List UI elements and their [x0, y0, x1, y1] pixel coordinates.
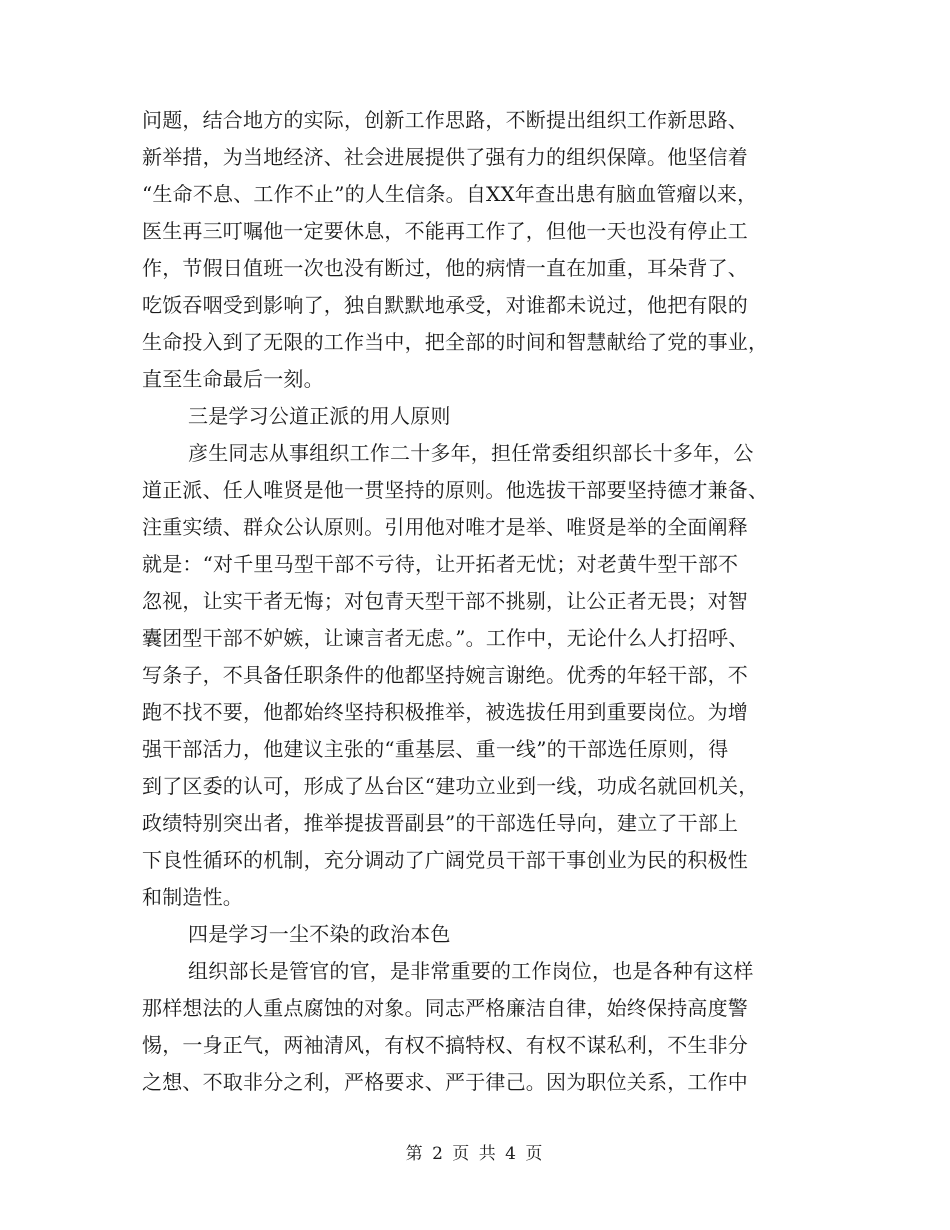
text-line: 直至生命最后一刻。 [142, 367, 324, 391]
text-line: 到了区委的认可，形成了丛台区“建功立业到一线，功成名就回机关， [142, 774, 759, 798]
body-text [142, 102, 814, 1101]
page-number-footer: 第 2 页 共 4 页 [405, 1144, 545, 1164]
text-line: 道正派、任人唯贤是他一贯坚持的原则。他选拔干部要坚持德才兼备、 [142, 478, 769, 502]
text-line: 新举措，为当地经济、社会进展提供了强有力的组织保障。他坚信着 [142, 145, 748, 169]
text-line: “生命不息、工作不止”的人生信条。自XX年查出患有脑血管瘤以来， [142, 182, 758, 206]
text-line: 强干部活力，他建议主张的“重基层、重一线”的干部选任原则，得 [142, 737, 729, 761]
text-line: 囊团型干部不妒嫉，让谏言者无虑。”。工作中，无论什么人打招呼、 [142, 626, 749, 650]
text-line: 注重实绩、群众公认原则。引用他对唯才是举、唯贤是举的全面阐释 [142, 515, 748, 539]
paragraph-start: 彦生同志从事组织工作二十多年，担任常委组织部长十多年，公 [188, 441, 754, 465]
text-line: 那样想法的人重点腐蚀的对象。同志严格廉洁自律，始终保持高度警 [142, 996, 748, 1020]
text-line: 就是：“对千里马型干部不亏待，让开拓者无忧；对老黄牛型干部不 [142, 552, 739, 576]
text-line: 和制造性。 [142, 885, 243, 909]
text-line: 医生再三叮嘱他一定要休息，不能再工作了，但他一天也没有停止工 [142, 219, 748, 243]
text-line: 跑不找不要，他都始终坚持积极推举，被选拔任用到重要岗位。为增 [142, 700, 748, 724]
text-line: 吃饭吞咽受到影响了，独自默默地承受，对谁都未说过，他把有限的 [142, 293, 748, 317]
text-line: 政绩特别突出者，推举提拔晋副县”的干部选任导向，建立了干部上 [142, 811, 739, 835]
paragraph-start: 组织部长是管官的官，是非常重要的工作岗位，也是各种有这样 [188, 959, 754, 983]
text-line: 写条子，不具备任职条件的他都坚持婉言谢绝。优秀的年轻干部，不 [142, 663, 748, 687]
text-line: 惕，一身正气，两袖清风，有权不搞特权、有权不谋私利，不生非分 [142, 1033, 748, 1057]
section-heading: 四是学习一尘不染的政治本色 [188, 922, 451, 946]
text-line: 问题，结合地方的实际，创新工作思路，不断提出组织工作新思路、 [142, 108, 748, 132]
section-heading: 三是学习公道正派的用人原则 [188, 404, 451, 428]
text-line: 生命投入到了无限的工作当中，把全部的时间和智慧献给了党的事业， [142, 330, 769, 354]
text-line: 作，节假日值班一次也没有断过，他的病情一直在加重，耳朵背了、 [142, 256, 748, 280]
text-line: 忽视，让实干者无悔；对包青天型干部不挑剔，让公正者无畏；对智 [142, 589, 748, 613]
text-line: 之想、不取非分之利，严格要求、严于律己。因为职位关系，工作中 [142, 1070, 748, 1094]
text-line: 下良性循环的机制，充分调动了广阔党员干部干事创业为民的积极性 [142, 848, 748, 872]
